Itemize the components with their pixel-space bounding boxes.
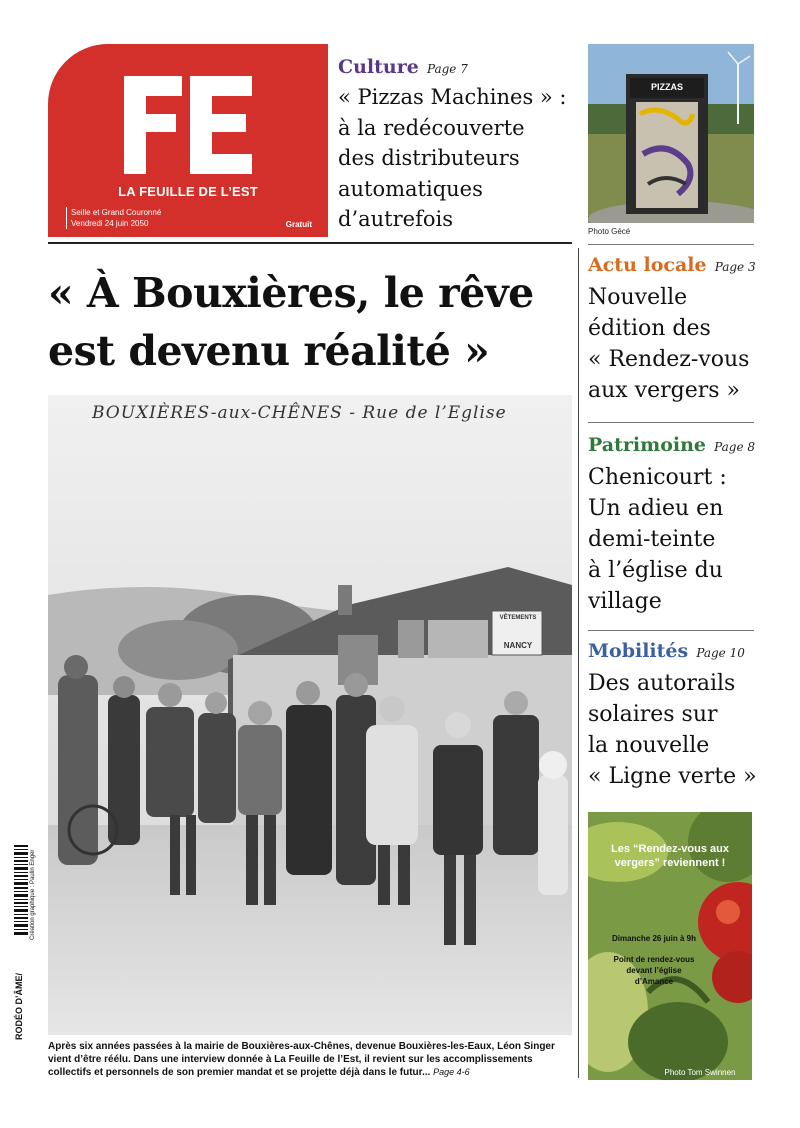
shop-sign-2: NANCY [503, 641, 533, 650]
page-ref-mobilites: Page 10 [696, 646, 745, 660]
title-line: « Rendez-vous [588, 347, 750, 372]
title-line: à l’église du [588, 558, 723, 583]
title-line: d’autrefois [338, 207, 453, 231]
edition-date: Vendredi 24 juin 2050 [71, 219, 149, 228]
divider-side [588, 630, 754, 631]
ad-place-line: devant l’église [626, 966, 682, 975]
title-line: village [588, 589, 662, 614]
divider-side [588, 422, 754, 423]
masthead [48, 44, 328, 237]
page-ref-actu: Page 3 [714, 260, 756, 274]
headline-line: est devenu réalité » [48, 327, 490, 375]
teaser-patrimoine[interactable] [588, 434, 768, 617]
ad-photo-credit: Photo Tom Swinnen [664, 1068, 736, 1077]
divider-side [588, 244, 754, 245]
title-line: aux vergers » [588, 378, 741, 403]
main-photo-postcard [48, 395, 572, 1035]
agency-logo: RODÉO D’ÂME/ [14, 972, 24, 1040]
teaser-title-culture [338, 82, 578, 235]
rubric-patrimoine: Patrimoine [588, 434, 706, 456]
rubric-mobilites: Mobilités [588, 640, 689, 662]
ad-headline-line: vergers” reviennent ! [614, 857, 726, 869]
teaser-culture[interactable] [338, 56, 578, 235]
title-line: demi-teinte [588, 527, 716, 552]
ad-rendez-vous-vergers[interactable] [588, 812, 752, 1080]
caption-text: Après six années passées à la mairie de Bouxières-aux-Chênes, devenue Bouxières-les-Eaux, Léon Singer vient d’être réélu. Dans une interview donnée à La Feuille de l’Est, il revient sur les accomplissements collectifs et personnels de son premier mandat et se projette déjà dans le futur... [48, 1041, 555, 1078]
title-line: la nouvelle [588, 733, 710, 758]
rubric-actu-locale: Actu locale [588, 254, 707, 276]
column-divider [578, 248, 579, 1078]
page-ref-culture: Page 7 [426, 62, 468, 76]
teaser-mobilites[interactable] [588, 640, 768, 792]
pizza-sign: PIZZAS [650, 82, 683, 92]
ad-place-line: Point de rendez-vous [613, 955, 695, 964]
title-line: automatiques [338, 176, 483, 201]
teaser-title-patrimoine [588, 462, 768, 617]
price-label: Gratuit [285, 220, 312, 229]
title-line: Des autorails [588, 671, 736, 696]
title-line: édition des [588, 316, 711, 341]
ad-place-line: d’Amance [634, 977, 674, 986]
main-headline[interactable] [48, 264, 578, 380]
ad-date: Dimanche 26 juin à 9h [611, 934, 697, 943]
postcard-caption: BOUXIÈRES-aux-CHÊNES - Rue de l’Eglise [92, 403, 507, 423]
shop-sign-1: VÊTEMENTS [499, 615, 537, 621]
title-line: « Ligne verte » [588, 764, 757, 789]
teaser-title-mobilites [588, 668, 768, 792]
ad-headline-line: Les “Rendez-vous aux [611, 843, 729, 855]
teaser-title-actu [588, 282, 768, 406]
title-line: « Pizzas Machines » : [338, 85, 567, 109]
edition-region: Seille et Grand Couronné [71, 208, 162, 217]
title-line: à la redécouverte [338, 115, 525, 140]
title-line: solaires sur [588, 702, 718, 727]
fe-logo [120, 74, 256, 178]
title-line: Chenicourt : [588, 465, 727, 490]
title-line: Nouvelle [588, 285, 688, 310]
headline-line: « À Bouxières, le rêve [48, 269, 534, 317]
paper-name: LA FEUILLE DE L’EST [118, 184, 258, 199]
rubric-culture: Culture [338, 56, 419, 78]
page-ref-patrimoine: Page 8 [714, 440, 756, 454]
barcode [14, 845, 28, 935]
photo-credit-gece: Photo Gécé [588, 227, 631, 236]
photo-pizza-machine [588, 44, 754, 223]
title-line: des distributeurs [338, 146, 520, 170]
teaser-actu-locale[interactable] [588, 254, 768, 406]
title-line: Un adieu en [588, 496, 724, 521]
main-caption [48, 1040, 572, 1079]
caption-page-ref: Page 4-6 [433, 1067, 470, 1077]
divider-top [48, 242, 572, 244]
design-credit: Création graphique : Paulin Enger [30, 849, 36, 940]
edition-info [66, 207, 161, 229]
